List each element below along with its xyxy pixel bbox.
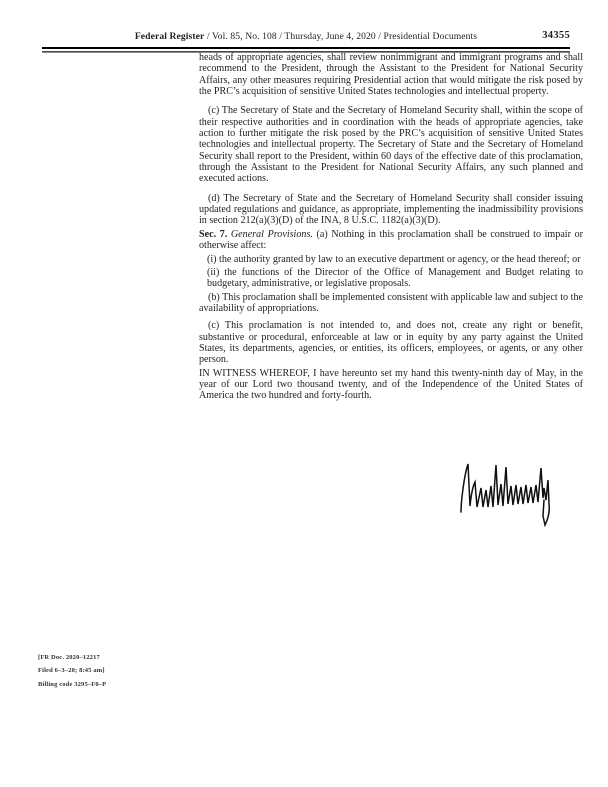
header-row (42, 31, 570, 44)
paragraph-continuation: heads of appropriate agencies, shall review nonimmigrant and immigrant programs and shall recommend to the President, through the Assistant to the President for National Security Affairs, any other measures requiring Presidential action that would mitigate the risk posed by the PRC’s acquisition of sensitive United States technologies and intellectual property. (199, 52, 583, 98)
journal-name: Federal Register (134, 31, 205, 42)
filing-info (38, 651, 106, 691)
document-body (199, 52, 583, 404)
paragraph-sec7-c: (c) This proclamation is not intended to, and does not, create any right or benefit, substantive or procedural, enforceable at law or in equity by any party against the United States, its departments, agencies, or entities, its officers, employees, or agents, or any other person. (199, 320, 583, 366)
paragraph-sec7-a-i: (i) the authority granted by law to an executive department or agency, or the head thereof; or (207, 253, 581, 265)
header-rule-thick (42, 47, 570, 49)
paragraph-in-witness: IN WITNESS WHEREOF, I have hereunto set my hand this twenty-ninth day of May, in the year of our Lord two thousand twenty, and of the Independence of the United States of America the two hundred and forty-fourth. (199, 367, 583, 402)
signature-scribble-icon (458, 459, 566, 531)
section-text: (a) Nothing in this proclamation shall be construed to impair or otherwise affect: (199, 228, 583, 252)
presidential-signature (458, 459, 566, 531)
filed-line: Filed 6–3–20; 8:45 am] (38, 667, 105, 675)
paragraph-sec6-d: (d) The Secretary of State and the Secretary of Homeland Security shall consider issuing updated regulations and guidance, as appropriate, implementing the inadmissibility provisions in section 212(a)(3)(D) of the INA, 8 U.S.C. 1182(a)(3)(D). (199, 192, 583, 227)
paragraph-sec6-c: (c) The Secretary of State and the Secretary of Homeland Security shall, within the scope of their respective authorities and in coordination with the heads of appropriate agencies, take action to further mitigate the risk posed by the PRC’s acquisition of sensitive United States technologies and intellectual property. The Secretary of State and the Secretary of Homeland Security shall report to the President, within 60 days of the effective date of this proclamation, through the Assistant to the President for National Security Affairs, any such planned and executed actions. (199, 105, 583, 185)
paragraph-sec7-heading (199, 229, 583, 252)
section-number: Sec. 7. (199, 228, 228, 240)
fr-doc-line: [FR Doc. 2020–12217 (38, 654, 100, 661)
page-header (42, 31, 570, 53)
journal-masthead (42, 31, 570, 42)
section-title: General Provisions. (227, 228, 313, 240)
page-number: 34355 (542, 30, 570, 41)
paragraph-sec7-a-ii: (ii) the functions of the Director of the Office of Management and Budget relating to budgetary, administrative, or legislative proposals. (207, 266, 583, 290)
billing-code-line: Billing code 3295–F0–P (38, 680, 107, 688)
issue-info: / Vol. 85, No. 108 / Thursday, June 4, 2020 / Presidential Documents (204, 31, 478, 42)
paragraph-sec7-b: (b) This proclamation shall be implemented consistent with applicable law and subject to the availability of appropriations. (199, 291, 583, 314)
